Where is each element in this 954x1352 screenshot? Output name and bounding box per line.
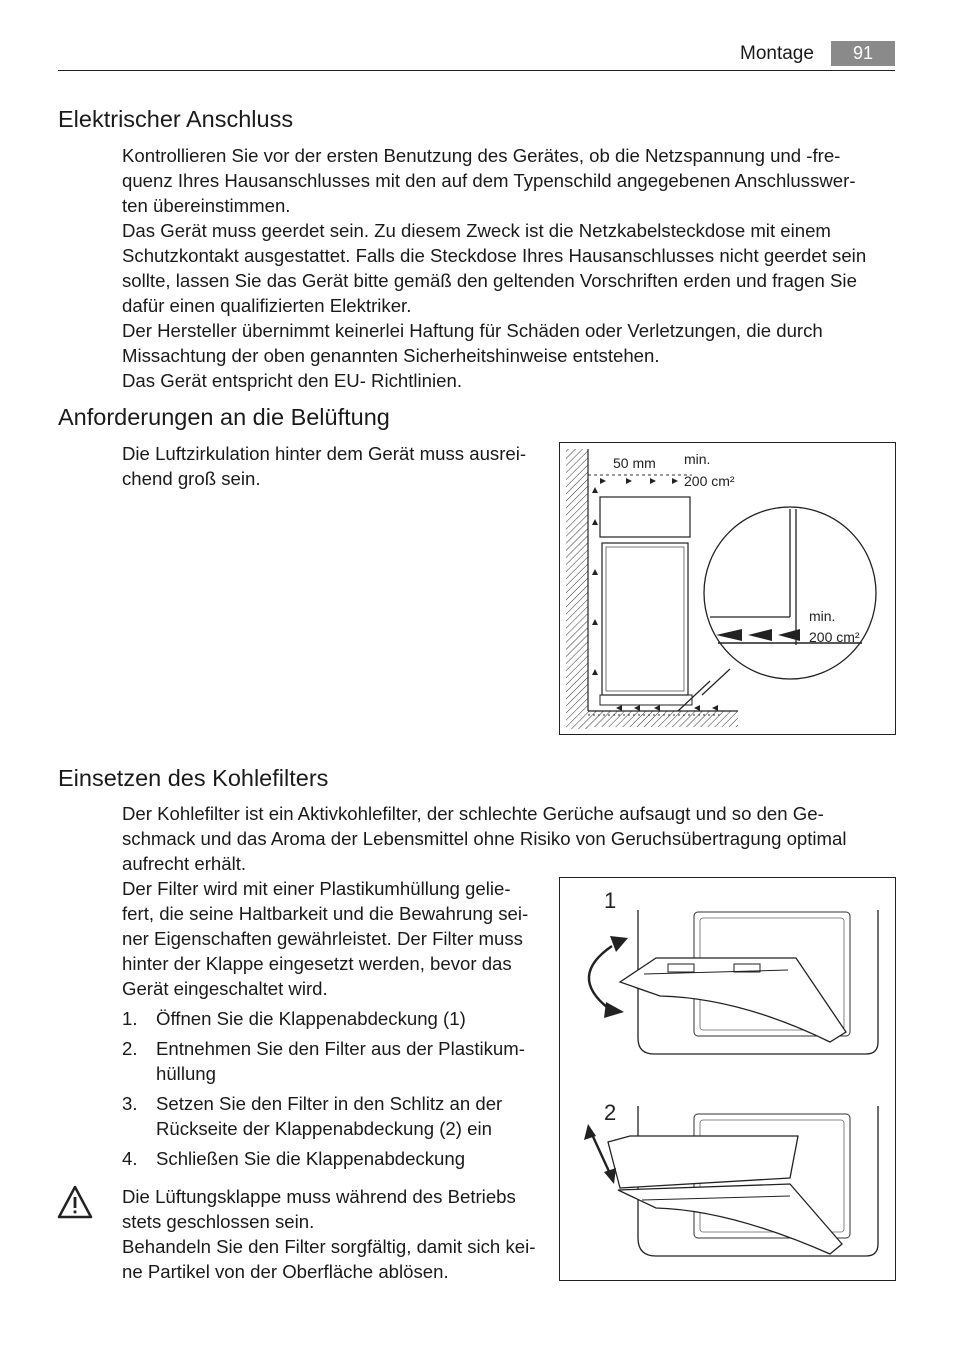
electrical-line: Schutzkontakt ausgestattet. Falls die Steckdose Ihres Hausanschlusses nicht geerdet sein [122, 245, 867, 266]
running-header-section: Montage [740, 43, 814, 64]
filter-line: Gerät eingeschaltet wird. [122, 978, 328, 999]
ventilation-figure [559, 442, 896, 735]
step-text: hüllung [156, 1063, 216, 1084]
warning-text [122, 1184, 535, 1284]
filter-line: schmack und das Aroma der Lebensmittel ohne Risiko von Geruchsübertragung optimal [122, 828, 847, 849]
page-number: 91 [831, 41, 895, 66]
ventilation-line: Die Luftzirkulation hinter dem Gerät muss ausrei- [122, 443, 527, 464]
min-label-top: min. [684, 451, 711, 467]
step2-label: 2 [604, 1100, 617, 1125]
step1-label: 1 [604, 888, 617, 913]
filter-line: ner Eigenschaften gewährleistet. Der Filter muss [122, 928, 523, 949]
warning-line: Behandeln Sie den Filter sorgfältig, damit sich kei- [122, 1236, 536, 1257]
step-number: 4. [122, 1148, 138, 1169]
filter-line: hinter der Klappe eingesetzt werden, bevor das [122, 953, 512, 974]
step-number: 1. [122, 1008, 138, 1029]
electrical-line: dafür einen qualifizierten Elektriker. [122, 295, 412, 316]
electrical-text [122, 143, 866, 393]
filter-diagram [560, 878, 895, 1280]
warning-line: ne Partikel von der Oberfläche ablösen. [122, 1261, 449, 1282]
warning-line: stets geschlossen sein. [122, 1211, 315, 1232]
warning-triangle-icon [57, 1184, 93, 1220]
electrical-line: Das Gerät entspricht den EU- Richtlinien. [122, 370, 462, 391]
ventilation-diagram [560, 443, 895, 734]
filter-line: fert, die seine Haltbarkeit und die Bewahrung sei- [122, 903, 529, 924]
step-number: 3. [122, 1093, 138, 1114]
heading-electrical: Elektrischer Anschluss [58, 106, 294, 132]
electrical-line: quenz Ihres Hausanschlusses mit den auf dem Typenschild angegebenen Anschlusswer- [122, 170, 856, 191]
electrical-line: Missachtung der oben genannten Sicherheitshinweise entstehen. [122, 345, 660, 366]
step-text: Setzen Sie den Filter in den Schlitz an der [156, 1093, 503, 1114]
area-label-top: 200 cm² [684, 473, 735, 489]
ventilation-line: chend groß sein. [122, 468, 261, 489]
filter-line: aufrecht erhält. [122, 853, 247, 874]
header-rule [58, 70, 895, 71]
electrical-line: sollte, lassen Sie das Gerät bitte gemäß den geltenden Vorschriften erden und fragen Sie [122, 270, 857, 291]
wall-hatch [566, 449, 588, 729]
warning-line: Die Lüftungsklappe muss während des Betriebs [122, 1186, 516, 1207]
area-label-bottom: 200 cm² [809, 629, 860, 645]
filter-line: Der Filter wird mit einer Plastikumhüllung gelie- [122, 878, 511, 899]
floor-hatch [588, 711, 738, 727]
filter-line: Der Kohlefilter ist ein Aktivkohlefilter, der schlechte Gerüche aufsaugt und so den Ge- [122, 803, 824, 824]
step-text: Öffnen Sie die Klappenabdeckung (1) [156, 1008, 466, 1029]
step-text: Schließen Sie die Klappenabdeckung [156, 1148, 466, 1169]
ventilation-text [122, 441, 526, 491]
electrical-line: Das Gerät muss geerdet sein. Zu diesem Zweck ist die Netzkabelsteckdose mit einem [122, 220, 831, 241]
heading-ventilation: Anforderungen an die Belüftung [58, 404, 390, 430]
step-number: 2. [122, 1038, 138, 1059]
electrical-line: ten übereinstimmen. [122, 195, 291, 216]
step-text: Entnehmen Sie den Filter aus der Plastikum- [156, 1038, 525, 1059]
step-text: Rückseite der Klappenabdeckung (2) ein [156, 1118, 492, 1139]
heading-filter: Einsetzen des Kohlefilters [58, 765, 329, 791]
min-label-bottom: min. [809, 608, 836, 624]
electrical-line: Kontrollieren Sie vor der ersten Benutzung des Gerätes, ob die Netzspannung und -fre- [122, 145, 841, 166]
filter-figure [559, 877, 896, 1281]
electrical-line: Der Hersteller übernimmt keinerlei Haftung für Schäden oder Verletzungen, die durch [122, 320, 823, 341]
gap-label: 50 mm [613, 455, 656, 471]
